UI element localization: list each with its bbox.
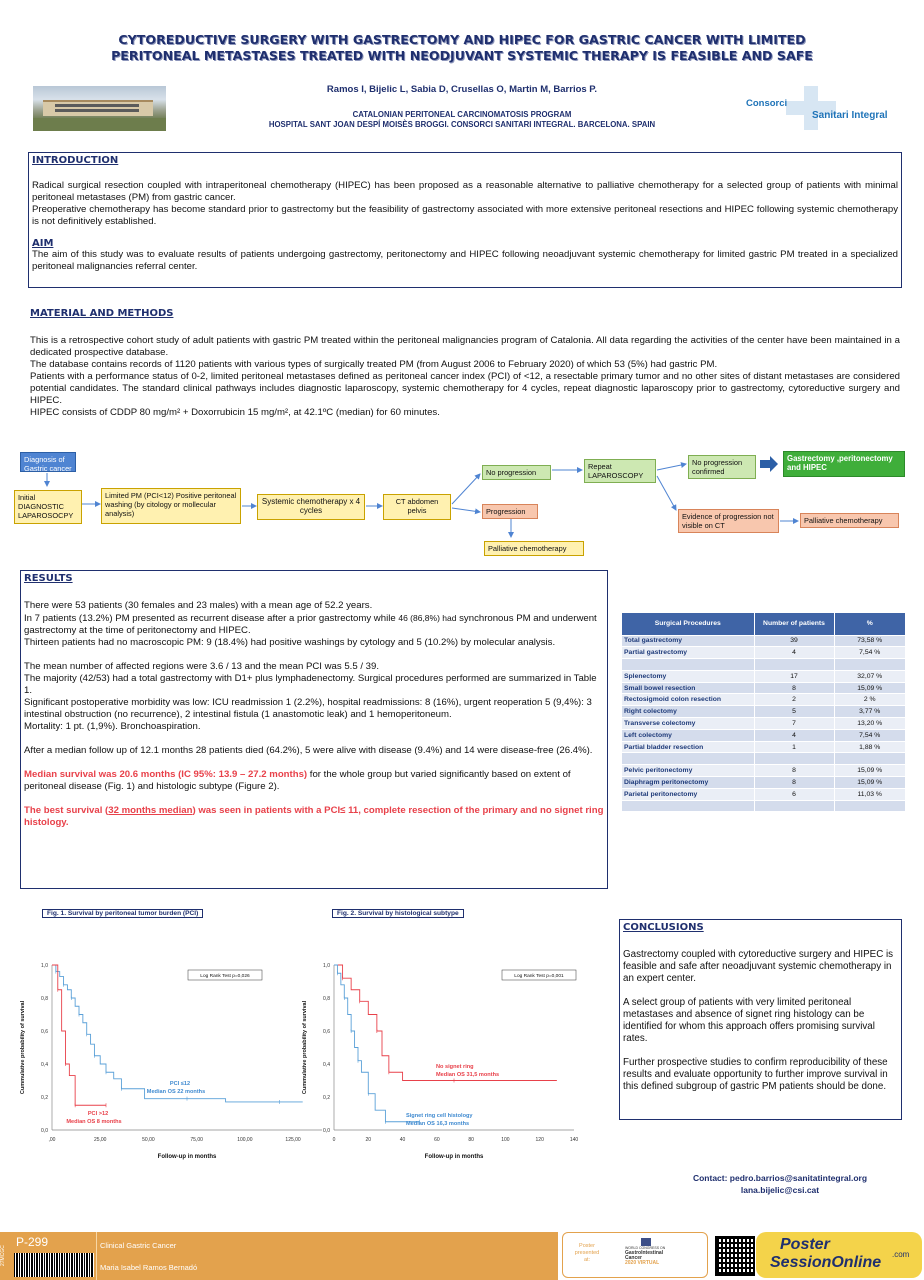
results-paragraph: The majority (42/53) had a total gastrectomy with D1+ plus lymphadenectomy. Surgical procedures performed are summarized in Table 1. bbox=[24, 673, 597, 696]
conclusions-box bbox=[619, 919, 902, 1120]
aim-title: AIM bbox=[32, 238, 54, 249]
results-text-span: In 7 patients (13.2%) PM presented as recurrent disease after a prior gastrectomy while bbox=[24, 613, 399, 624]
x-tick-label: 20 bbox=[365, 1137, 372, 1143]
title-line-1: CYTOREDUCTIVE SURGERY WITH GASTRECTOMY AND HIPEC FOR GASTRIC CANCER WITH LIMITED bbox=[118, 32, 806, 47]
x-tick-label: 25,00 bbox=[93, 1137, 107, 1143]
flow-palliative-chemotherapy-2: Palliative chemotherapy bbox=[800, 513, 899, 528]
procedure-cell: Left colectomy bbox=[622, 729, 754, 741]
results-paragraph bbox=[24, 805, 604, 829]
title-line-2: PERITONEAL METASTASES TREATED WITH NEODJUVANT SYSTEMIC THERAPY IS FEASIBLE AND SAFE bbox=[111, 48, 813, 63]
curve-label: Signet ring cell histology bbox=[406, 1113, 473, 1119]
x-tick-label: 120 bbox=[535, 1137, 544, 1143]
y-axis-label: Cummulative probability of survival bbox=[302, 1000, 308, 1095]
results-box bbox=[20, 570, 608, 889]
patients-cell: 8 bbox=[754, 682, 834, 694]
results-paragraph: After a median follow up of 12.1 months 28 patients died (64.2%), 5 were alive with disease (9.4%) and 14 were disease-free (26.4%). bbox=[24, 745, 593, 756]
percent-cell bbox=[834, 800, 906, 812]
results-text-span: for the whole group but varied significantly based on extent of peritoneal disease (Fig. 1) and histologic subtype (Figure 2). bbox=[24, 769, 571, 792]
results-paragraph bbox=[24, 612, 604, 637]
y-tick-label: 1,0 bbox=[41, 963, 48, 969]
methods-paragraph: The database contains records of 1120 patients with various types of surgically treated PM (from August 2006 to February 2020) of which 53 (5%) had gastric PM. bbox=[30, 359, 718, 370]
median-survival-highlight: Median survival was 20.6 months (IC 95%: 13.9 – 27.2 months) bbox=[24, 769, 308, 780]
x-tick-label: 100,00 bbox=[237, 1137, 253, 1143]
presented-at bbox=[571, 1243, 603, 1264]
footer-bar bbox=[0, 1232, 558, 1280]
x-tick-label: 50,00 bbox=[142, 1137, 155, 1143]
patients-cell bbox=[754, 800, 834, 812]
fig1-caption: Fig. 1. Survival by peritoneal tumor burden (PCI) bbox=[42, 909, 203, 918]
methods-paragraph: HIPEC consists of CDDP 80 mg/m² + Doxorrubicin 15 mg/m², at 42.1ºC (median) for 60 minutes. bbox=[30, 407, 440, 418]
table-row bbox=[622, 800, 906, 812]
procedure-cell: Partial gastrectomy bbox=[622, 647, 754, 659]
hospital-photo bbox=[33, 86, 166, 131]
methods-paragraph: Patients with a performance status of 0-2, limited peritoneal metastases defined as peritoneal cancer index (PCI) of <12, a resectable primary tumor and no other sites of distant metastases are considered potential candidates. The standard clinical pathways includes diagnostic laparoscopy, systemic chemotherapy for 4 cycles, repeat diagnostic laparoscopy prior to gastrectomy, cytoreductive surgery and HIPEC. bbox=[30, 371, 900, 406]
km-curve-1 bbox=[334, 965, 420, 1122]
surgical-procedures-table bbox=[622, 613, 906, 812]
x-tick-label: 100 bbox=[501, 1137, 510, 1143]
flow-progression: Progression bbox=[482, 504, 538, 519]
results-paragraph: The mean number of affected regions were 3.6 / 13 and the mean PCI was 5.5 / 39. bbox=[24, 661, 380, 672]
x-axis-label: Follow-up in months bbox=[424, 1154, 484, 1160]
procedure-cell: Partial bladder resection bbox=[622, 741, 754, 753]
contact-email-2: lana.bijelic@csi.cat bbox=[740, 1185, 820, 1195]
affiliation-line-2: HOSPITAL SANT JOAN DESPÍ MOISÈS BROGGI. CONSORCI SANITARI INTEGRAL. BARCELONA. SPAIN bbox=[268, 120, 656, 129]
y-tick-label: 0,4 bbox=[323, 1062, 330, 1068]
patients-cell bbox=[754, 659, 834, 671]
percent-cell: 1,88 % bbox=[834, 741, 906, 753]
y-tick-label: 0,6 bbox=[323, 1029, 330, 1035]
patients-cell: 8 bbox=[754, 765, 834, 777]
methods-title: MATERIAL AND METHODS bbox=[30, 308, 174, 319]
flow-no-progression: No progression bbox=[482, 465, 551, 480]
percent-cell: 11,03 % bbox=[834, 788, 906, 800]
flow-limited-pm: Limited PM (PCI<12) Positive peritoneal washing (by citology or mollecular analysis) bbox=[101, 488, 241, 524]
x-tick-label: 60 bbox=[434, 1137, 440, 1143]
fig2-chart bbox=[302, 948, 596, 1170]
contact-email-1: Contact: pedro.barrios@sanitatintegral.org bbox=[692, 1173, 868, 1183]
patients-cell: 1 bbox=[754, 741, 834, 753]
curve-label: Median OS 31,5 months bbox=[436, 1072, 500, 1078]
patients-cell: 4 bbox=[754, 647, 834, 659]
table-row bbox=[622, 635, 906, 647]
percent-cell bbox=[834, 753, 906, 765]
y-axis-label: Cummulative probability of survival bbox=[20, 1000, 26, 1095]
poster-id: P-299 bbox=[16, 1235, 49, 1249]
congress-line-3: Cancer bbox=[625, 1255, 642, 1261]
procedure-cell bbox=[622, 753, 754, 765]
x-tick-label: 140 bbox=[569, 1137, 579, 1143]
table-row bbox=[622, 647, 906, 659]
presented-line-2: presented at: bbox=[574, 1250, 600, 1263]
patients-cell: 5 bbox=[754, 706, 834, 718]
flow-repeat-laparoscopy: Repeat LAPAROSCOPY bbox=[584, 459, 656, 483]
results-text bbox=[24, 600, 604, 829]
results-text-span: synchronous PM and underwent gastrectomy at the time of peritonectomy and HIPEC. bbox=[24, 613, 597, 636]
patients-cell: 2 bbox=[754, 694, 834, 706]
km-curve-1 bbox=[52, 965, 106, 1105]
curve-label: No signet ring bbox=[436, 1064, 474, 1070]
x-tick-label: 75,00 bbox=[190, 1137, 203, 1143]
y-tick-label: 0,2 bbox=[41, 1095, 48, 1101]
percent-cell bbox=[834, 659, 906, 671]
methods-text bbox=[30, 335, 900, 419]
percent-cell: 15,09 % bbox=[834, 682, 906, 694]
y-tick-label: 0,2 bbox=[323, 1095, 330, 1101]
y-tick-label: 0,8 bbox=[41, 996, 48, 1002]
logrank-label: Log Rank Test p=0,026 bbox=[200, 974, 250, 979]
percent-cell: 7,54 % bbox=[834, 647, 906, 659]
poster-title bbox=[40, 32, 884, 64]
results-text-span: ) was seen in patients with a PCI≤ 11, complete resection of the primary and no signet ring histology. bbox=[24, 805, 604, 828]
footer-author: Maria Isabel Ramos Bernadó bbox=[100, 1263, 198, 1272]
logo-word-consorci: Consorci bbox=[746, 98, 788, 109]
patients-cell: 17 bbox=[754, 670, 834, 682]
x-axis-label: Follow-up in months bbox=[157, 1154, 217, 1160]
results-paragraph: Mortality: 1 pt. (1,9%). Bronchoaspiration. bbox=[24, 721, 201, 732]
congress-line-4: 2020 VIRTUAL bbox=[625, 1260, 660, 1266]
procedure-cell: Rectosigmoid colon resection bbox=[622, 694, 754, 706]
table-header-row bbox=[622, 613, 906, 635]
methods-paragraph: This is a retrospective cohort study of adult patients with gastric PM treated within the peritoneal malignancies program of Catalonia. All data regarding the activities of the center have been maintained in a dedicated prospective database. bbox=[30, 335, 900, 358]
logrank-label: Log Rank Test p=0,001 bbox=[514, 974, 564, 979]
patients-cell: 6 bbox=[754, 788, 834, 800]
barcode-icon bbox=[14, 1253, 94, 1277]
footer-category: Clinical Gastric Cancer bbox=[100, 1241, 177, 1250]
procedure-cell: Transverse colectomy bbox=[622, 718, 754, 730]
table-row bbox=[622, 741, 906, 753]
results-text-span: 46 (86,8%) had bbox=[398, 613, 457, 623]
curve-label: Median OS 16,3 months bbox=[406, 1121, 470, 1127]
percent-cell: 73,58 % bbox=[834, 635, 906, 647]
brand-session: SessionOnline bbox=[770, 1254, 882, 1271]
introduction-text bbox=[32, 180, 898, 228]
y-tick-label: 0,0 bbox=[41, 1128, 48, 1134]
procedure-cell: Total gastrectomy bbox=[622, 635, 754, 647]
patients-cell: 39 bbox=[754, 635, 834, 647]
y-tick-label: 0,8 bbox=[323, 996, 330, 1002]
congress-line-1: WORLD CONGRESS ON bbox=[625, 1246, 666, 1250]
percent-cell: 3,77 % bbox=[834, 706, 906, 718]
results-title: RESULTS bbox=[24, 573, 73, 584]
y-tick-label: 0,6 bbox=[41, 1029, 48, 1035]
fig1-chart bbox=[14, 948, 314, 1170]
procedure-cell: Parietal peritonectomy bbox=[622, 788, 754, 800]
flow-diagnosis: Diagnosis of Gastric cancer bbox=[20, 452, 76, 472]
conclusions-text bbox=[623, 949, 898, 1093]
conclusions-paragraph: A select group of patients with very limited peritoneal metastases and absence of signet ring histology can be identified for whom this approach offers promising survival rates. bbox=[623, 997, 875, 1044]
table-row bbox=[622, 729, 906, 741]
flow-systemic-chemotherapy: Systemic chemotherapy x 4 cycles bbox=[257, 494, 365, 520]
patients-cell: 8 bbox=[754, 777, 834, 789]
x-tick-label: 125,00 bbox=[285, 1137, 301, 1143]
results-paragraph: There were 53 patients (30 females and 23 males) with a mean age of 52.2 years. bbox=[24, 600, 373, 611]
x-tick-label: 80 bbox=[468, 1137, 474, 1143]
table-row bbox=[622, 682, 906, 694]
flow-gastrectomy-hipec: Gastrectomy ,peritonectomy and HIPEC bbox=[783, 451, 905, 477]
table-header: Surgical Procedures bbox=[622, 613, 754, 635]
patients-cell: 4 bbox=[754, 729, 834, 741]
procedure-cell: Right colectomy bbox=[622, 706, 754, 718]
footer-side-code: 27MCGC bbox=[0, 1245, 6, 1267]
flow-no-progression-confirmed: No progression confirmed bbox=[688, 455, 756, 479]
conclusions-paragraph: Further prospective studies to confirm reproducibility of these results and evaluate opportunity to further improve survival in this defined subgroup of gastric PM patients should be done. bbox=[623, 1057, 888, 1092]
table-row bbox=[622, 753, 906, 765]
flow-initial-laparoscopy: Initial DIAGNOSTIC LAPAROSOCPY bbox=[14, 490, 82, 524]
introduction-box bbox=[28, 152, 902, 288]
table-row bbox=[622, 706, 906, 718]
results-paragraph: Thirteen patients had no macroscopic PM: 9 (18.4%) had positive washings by cytology and 5 (10.2%) by molecular analysis. bbox=[24, 637, 556, 648]
percent-cell: 13,20 % bbox=[834, 718, 906, 730]
percent-cell: 15,09 % bbox=[834, 777, 906, 789]
results-paragraph: Significant postoperative morbidity was low: ICU readmission 1 (2.2%), hospital readmissions: 8 (16%), urgent reoperation 5 (9,4%): 3 intestinal obstruction (no recurrence), 2 intestinal fistula (1 anastomotic leak) and 1 hemoperitoneum. bbox=[24, 697, 592, 720]
brand-poster: Poster bbox=[780, 1236, 830, 1253]
consorci-logo bbox=[744, 86, 906, 130]
flow-palliative-chemotherapy: Palliative chemotherapy bbox=[484, 541, 584, 556]
affiliation-line-1: CATALONIAN PERITONEAL CARCINOMATOSIS PROGRAM bbox=[352, 110, 572, 119]
congress-badge bbox=[562, 1232, 708, 1278]
percent-cell: 7,54 % bbox=[834, 729, 906, 741]
introduction-paragraph: Radical surgical resection coupled with intraperitoneal chemotherapy (HIPEC) has been proposed as a reasonable alternative to palliative chemotherapy for a selected group of patients with minimal peritoneal metastases (PM) from gastric cancer. bbox=[32, 180, 898, 203]
percent-cell: 2 % bbox=[834, 694, 906, 706]
postersessiononline-logo[interactable] bbox=[756, 1232, 922, 1278]
arrow-icon bbox=[760, 456, 778, 472]
introduction-paragraph: Preoperative chemotherapy has become standard prior to gastrectomy but the feasibility of gastrectomy associated with more extensive peritoneal resections and HIPEC following systemic chemotherapy is not definitively established. bbox=[32, 204, 898, 227]
aim-text: The aim of this study was to evaluate results of patients undergoing gastrectomy, peritonectomy and HIPEC following neoadjuvant systemic chemotherapy for limited gastric PM treated in a specialized peritoneal malignancies referral center. bbox=[32, 249, 898, 272]
percent-cell: 15,09 % bbox=[834, 765, 906, 777]
logo-word-sanitari: Sanitari Integral bbox=[812, 110, 888, 121]
curve-label: PCI ≤12 bbox=[169, 1081, 191, 1087]
table-row bbox=[622, 694, 906, 706]
presented-line-1: Poster bbox=[579, 1243, 595, 1249]
congress-name bbox=[625, 1246, 685, 1266]
authors: Ramos I, Bijelic L, Sabia D, Crusellas O, Martin M, Barrios P. bbox=[326, 84, 598, 95]
procedure-cell: Splenectomy bbox=[622, 670, 754, 682]
y-tick-label: 0,4 bbox=[41, 1062, 48, 1068]
table-row bbox=[622, 777, 906, 789]
procedure-cell: Small bowel resection bbox=[622, 682, 754, 694]
y-tick-label: 1,0 bbox=[323, 963, 330, 969]
table-row bbox=[622, 765, 906, 777]
table-header: % bbox=[834, 613, 906, 635]
x-tick-label: 0 bbox=[332, 1137, 336, 1143]
procedure-cell bbox=[622, 659, 754, 671]
conclusions-paragraph: Gastrectomy coupled with cytoreductive surgery and HIPEC is feasible and safe after neoadjuvant systemic chemotherapy in an expert center. bbox=[623, 949, 894, 984]
patients-cell: 7 bbox=[754, 718, 834, 730]
x-tick-label: 40 bbox=[399, 1137, 406, 1143]
table-row bbox=[622, 788, 906, 800]
curve-label: PCI >12 bbox=[87, 1111, 109, 1117]
contact-info bbox=[640, 1172, 920, 1196]
flow-evidence-progression: Evidence of progression not visible on CT bbox=[678, 509, 779, 533]
table-row bbox=[622, 670, 906, 682]
table-row bbox=[622, 718, 906, 730]
affiliation bbox=[210, 110, 714, 130]
table-header: Number of patients bbox=[754, 613, 834, 635]
qr-code-icon[interactable] bbox=[715, 1236, 755, 1276]
procedure-cell: Diaphragm peritonectomy bbox=[622, 777, 754, 789]
curve-label: Median OS 8 months bbox=[66, 1119, 122, 1125]
x-tick-label: ,00 bbox=[48, 1137, 56, 1143]
fig2-caption: Fig. 2. Survival by histological subtype bbox=[332, 909, 464, 918]
brand-dotcom: .com bbox=[892, 1250, 910, 1259]
table-row bbox=[622, 659, 906, 671]
percent-cell: 32,07 % bbox=[834, 670, 906, 682]
procedure-cell bbox=[622, 800, 754, 812]
results-paragraph bbox=[24, 769, 604, 793]
esmo-icon bbox=[641, 1238, 651, 1246]
results-text-span: The best survival ( bbox=[24, 805, 109, 816]
results-text-span: 32 months median bbox=[108, 805, 193, 816]
procedure-cell: Pelvic peritonectomy bbox=[622, 765, 754, 777]
congress-line-2: GastroIntestinal bbox=[625, 1250, 664, 1256]
conclusions-title: CONCLUSIONS bbox=[623, 922, 704, 933]
y-tick-label: 0,0 bbox=[323, 1128, 330, 1134]
introduction-title: INTRODUCTION bbox=[32, 155, 119, 166]
patients-cell bbox=[754, 753, 834, 765]
curve-label: Median OS 22 months bbox=[146, 1089, 206, 1095]
flow-ct: CT abdomen pelvis bbox=[383, 494, 451, 520]
